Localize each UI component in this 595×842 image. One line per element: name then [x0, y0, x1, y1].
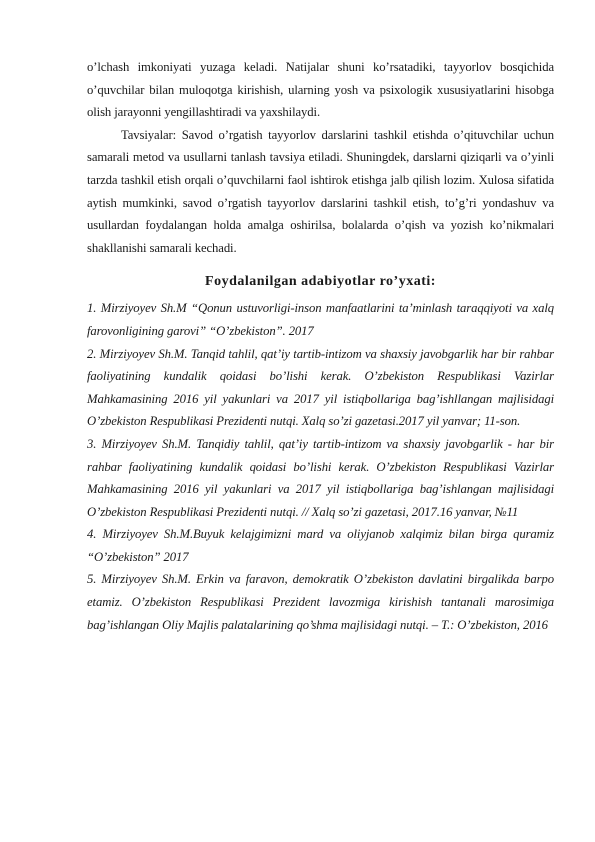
recommendations-paragraph: Tavsiyalar: Savod o’rgatish tayyorlov darslarini tashkil etishda o’qituvchilar uchun samarali metod va usullarni tanlash tavsiya etiladi. Shuningdek, darslarni qiziqarli va o’yinli tarzda tashkil etish orqali o’quvchilarni faol ishtirok etishga jalb qilish lozim. Xulosa sifatida aytish mumkinki, savod o’rgatish tayyorlov darslarini tashkil etish, to’g’ri yondashuv va usullardan foydalangan holda amalga oshirilsa, bolalarda o’qish va yozish ko’nikmalari shakllanishi samarali kechadi. [87, 127, 554, 255]
reference-item-4: 4. Mirziyoyev Sh.M.Buyuk kelajgimizni mard va oliyjanob xalqimiz bilan birga quramiz “O’zbekiston” 2017 [87, 527, 554, 564]
reference-item-1: 1. Mirziyoyev Sh.M “Qonun ustuvorligi-inson manfaatlarini ta’minlash taraqqiyoti va xalq farovonligining garovi” “O’zbekiston”. 2017 [87, 301, 554, 338]
references-heading: Foydalanilgan adabiyotlar ro’yxati: [205, 274, 436, 290]
reference-item-3: 3. Mirziyoyev Sh.M. Tanqidiy tahlil, qat’iy tartib-intizom va shaxsiy javobgarlik - har bir rahbar faoliyatining kundalik qoidasi bo’lishi kerak. O’zbekiston Respublikasi Vazirlar Mahkamasining 2016 yil yakunlari va 2017 yil istiqbollariga bag’ishlangan majlisidagi O’zbekiston Respublikasi Prezidenti nutqi. // Xalq so’zi gazetasi, 2017.16 yanvar, №11 [87, 436, 554, 519]
reference-item-2: 2. Mirziyoyev Sh.M. Tanqid tahlil, qat’iy tartib-intizom va shaxsiy javobgarlik har bir rahbar faoliyatining kundalik qoidasi bo’lishi kerak. O’zbekiston Respublikasi Vazirlar Mahkamasining 2016 yil yakunlari va 2017 yil istiqbollariga bag’ishllangan majlisidagi O’zbekiston Respublikasi Prezidenti nutqi. Xalq so’zi gazetasi.2017 yil yanvar; 11-son. [87, 346, 554, 429]
reference-item-5: 5. Mirziyoyev Sh.M. Erkin va faravon, demokratik O’zbekiston davlatini birgalikda barpo etamiz. O’zbekiston Respublikasi Prezident lavozmiga kirishish tantanali marosimiga bag’ishlangan Oliy Majlis palatalarining qo’shma majlisidagi nutqi. – T.: O’zbekiston, 2016 [87, 572, 554, 632]
document-page [87, 56, 554, 636]
body-paragraph-1: o’lchash imkoniyati yuzaga keladi. Natijalar shuni ko’rsatadiki, tayyorlov bosqichida o’quvchilar bilan muloqotga kirishish, ularning yosh va psixologik xususiyatlarini hisobga olish jarayonni yengillashtiradi va yaxshilaydi. [87, 60, 554, 120]
